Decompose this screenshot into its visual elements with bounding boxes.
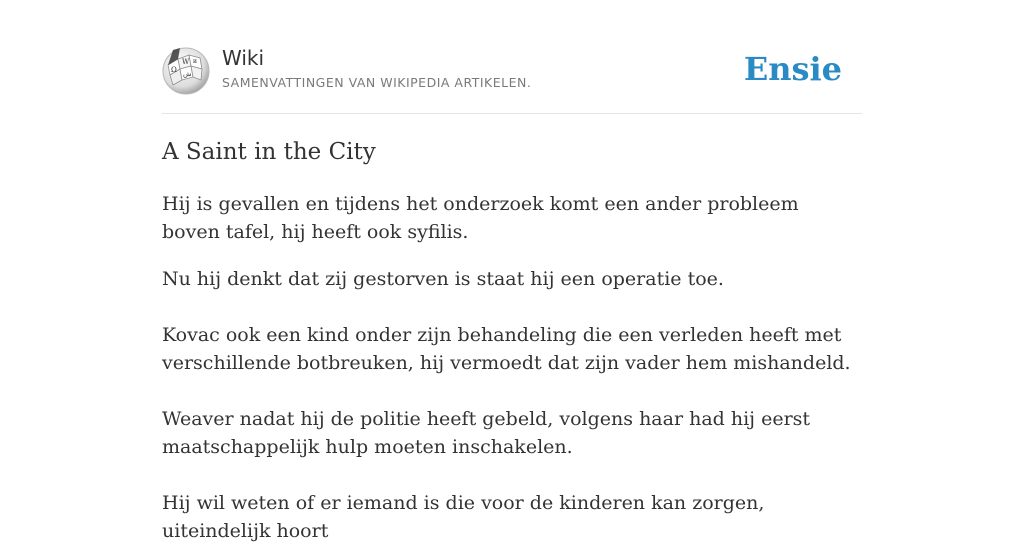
wikipedia-globe-icon[interactable] (162, 47, 210, 95)
site-tagline: SAMENVATTINGEN VAN WIKIPEDIA ARTIKELEN. (222, 75, 532, 90)
article-paragraph: Hij is gevallen en tijdens het onderzoek komt een ander probleem boven tafel, hij heeft ook syfilis. (162, 193, 799, 243)
article-paragraph: Weaver nadat hij de politie heeft gebeld, volgens haar had hij eerst maatschappelijk hulp moeten inschakelen. (162, 408, 811, 458)
article-content (162, 190, 862, 545)
article-paragraph: Hij wil weten of er iemand is die voor de kinderen kan zorgen, uiteindelijk hoort (162, 492, 765, 542)
article-paragraph: Kovac ook een kind onder zijn behandeling die een verleden heeft met verschillende botbreuken, hij vermoedt dat zijn vader hem mishandeld. (162, 324, 851, 374)
site-name[interactable]: Wiki (222, 46, 265, 70)
site-header (162, 0, 862, 114)
svg-text:Ω: Ω (171, 66, 177, 74)
svg-text:и: и (193, 58, 197, 65)
svg-text:W: W (182, 58, 190, 66)
ensie-brand-logo[interactable]: Ensie (743, 50, 842, 88)
article-paragraph: Nu hij denkt dat zij gestorven is staat hij een operatie toe. (162, 268, 724, 290)
svg-text:ش: ش (183, 70, 192, 78)
main-container (162, 0, 862, 542)
article-title: A Saint in the City (162, 139, 376, 165)
